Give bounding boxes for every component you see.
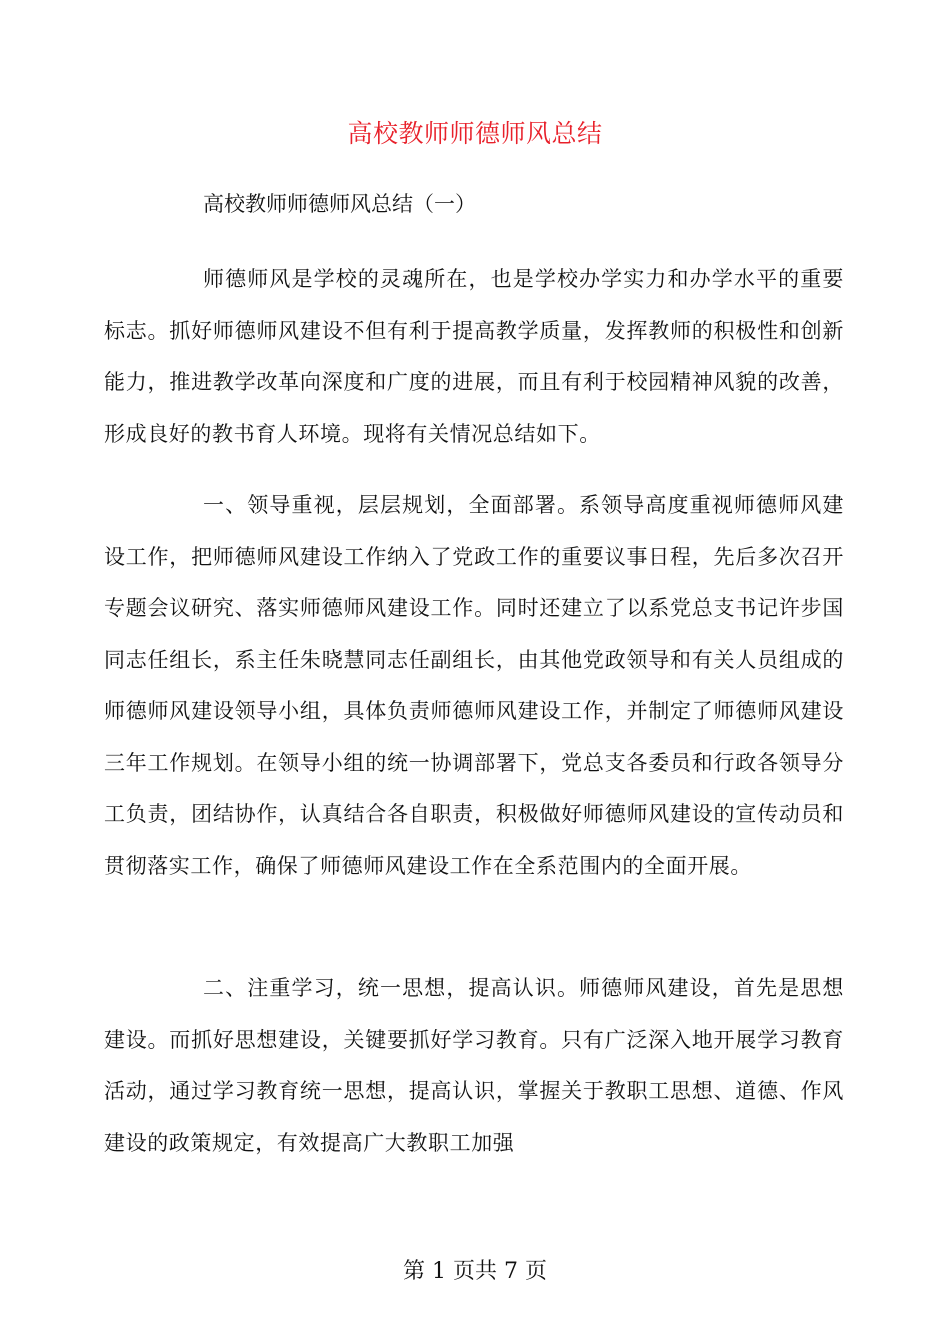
page-number-footer: 第 1 页共 7 页 (403, 1259, 547, 1284)
document-title: 高校教师师德师风总结 (347, 119, 603, 148)
paragraph-section-2: 二、注重学习，统一思想，提高认识。师德师风建设，首先是思想建设。而抓好思想建设，关键要抓好学习教育。只有广泛深入地开展学习教育活动，通过学习教育统一思想，提高认识，掌握关于教职工思想、道德、作风建设的政策规定，有效提高广大教职工加强 (104, 976, 844, 1155)
document-subtitle: 高校教师师德师风总结（一） (203, 192, 476, 216)
paragraph-section-1: 一、领导重视，层层规划，全面部署。系领导高度重视师德师风建设工作，把师德师风建设工作纳入了党政工作的重要议事日程，先后多次召开专题会议研究、落实师德师风建设工作。同时还建立了以系党总支书记许步国同志任组长，系主任朱晓慧同志任副组长，由其他党政领导和有关人员组成的师德师风建设领导小组，具体负责师德师风建设工作，并制定了师德师风建设三年工作规划。在领导小组的统一协调部署下，党总支各委员和行政各领导分工负责，团结协作，认真结合各自职责，积极做好师德师风建设的宣传动员和贯彻落实工作，确保了师德师风建设工作在全系范围内的全面开展。 (104, 493, 844, 878)
paragraph-intro: 师德师风是学校的灵魂所在，也是学校办学实力和办学水平的重要标志。抓好师德师风建设不但有利于提高教学质量，发挥教师的积极性和创新能力，推进教学改革向深度和广度的进展，而且有利于校园精神风貌的改善，形成良好的教书育人环境。现将有关情况总结如下。 (104, 267, 844, 446)
